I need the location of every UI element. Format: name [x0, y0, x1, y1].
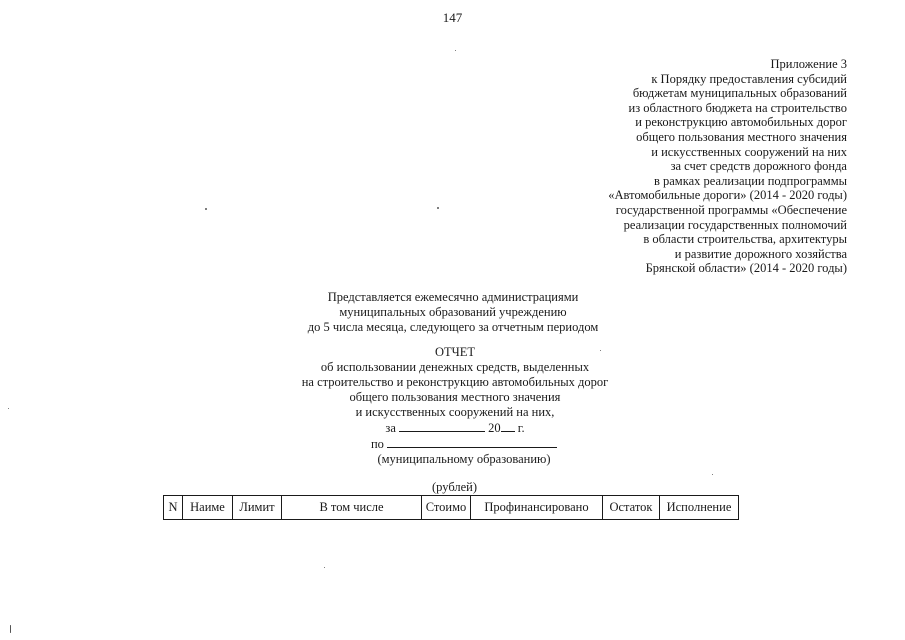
page-number: 147: [442, 10, 463, 25]
appendix-line: государственной программы «Обеспечение: [615, 202, 847, 217]
recipient-prefix: по: [370, 437, 384, 451]
scan-speck: [205, 208, 207, 210]
report-line: общего пользования местного значения: [349, 390, 561, 404]
submission-note: [298, 290, 608, 335]
scan-speck: [437, 207, 439, 209]
table-header-cell: Наиме: [183, 496, 233, 520]
report-period-line: [280, 420, 630, 436]
submission-note-line: муниципальных образований учреждению: [339, 305, 567, 319]
appendix-line: и развитие дорожного хозяйства: [674, 246, 847, 261]
report-line: и искусственных сооружений на них,: [355, 405, 555, 419]
period-suffix: г.: [517, 421, 525, 435]
appendix-line: к Порядку предоставления субсидий: [651, 71, 847, 86]
table-header-cell: Исполнение: [660, 496, 739, 520]
table-header-row: [164, 496, 739, 520]
appendix-line: Приложение 3: [770, 57, 847, 71]
scan-speck: [712, 474, 713, 475]
recipient-blank: [387, 436, 557, 448]
scan-speck: [8, 408, 9, 409]
appendix-line: общего пользования местного значения: [636, 129, 847, 144]
scan-speck: [455, 50, 456, 51]
period-year-blank: [501, 420, 515, 432]
report-table: [163, 495, 739, 520]
appendix-line: за счет средств дорожного фонда: [670, 159, 847, 174]
table-header-cell: Остаток: [603, 496, 660, 520]
scan-speck: [600, 350, 601, 351]
appendix-line: и реконструкцию автомобильных дорог: [635, 115, 847, 130]
report-recipient-line: [280, 436, 630, 452]
appendix-line: и искусственных сооружений на них: [651, 144, 847, 159]
table-header-cell: Лимит: [233, 496, 282, 520]
report-line: об использовании денежных средств, выделенных: [320, 360, 590, 374]
table-header-cell: В том числе: [282, 496, 422, 520]
appendix-line: бюджетам муниципальных образований: [632, 86, 847, 101]
appendix-header: [608, 57, 847, 276]
period-prefix: за: [385, 421, 396, 435]
appendix-line: в области строительства, архитектуры: [643, 232, 847, 247]
scan-speck: [324, 567, 325, 568]
recipient-caption: (муниципальному образованию): [377, 452, 551, 466]
appendix-line: Брянской области» (2014 - 2020 годы): [645, 261, 847, 276]
table-header-cell: N: [164, 496, 183, 520]
report-line: на строительство и реконструкцию автомобильных дорог: [301, 375, 609, 389]
table-header-cell: Профинансировано: [471, 496, 603, 520]
units-label: (рублей): [432, 480, 478, 494]
table-header-cell: Стоимо: [422, 496, 471, 520]
appendix-line: из областного бюджета на строительство: [628, 100, 847, 115]
report-title: ОТЧЕТ: [434, 345, 476, 359]
period-year: 20: [488, 421, 501, 435]
submission-note-line: Представляется ежемесячно администрациями: [327, 290, 579, 304]
appendix-line: реализации государственных полномочий: [623, 217, 847, 232]
period-month-blank: [399, 420, 485, 432]
scan-speck: [10, 625, 11, 633]
appendix-line: в рамках реализации подпрограммы: [653, 173, 847, 188]
submission-note-line: до 5 числа месяца, следующего за отчетным периодом: [307, 320, 599, 334]
appendix-line: «Автомобильные дороги» (2014 - 2020 годы): [608, 188, 847, 203]
report-heading: [280, 345, 630, 467]
